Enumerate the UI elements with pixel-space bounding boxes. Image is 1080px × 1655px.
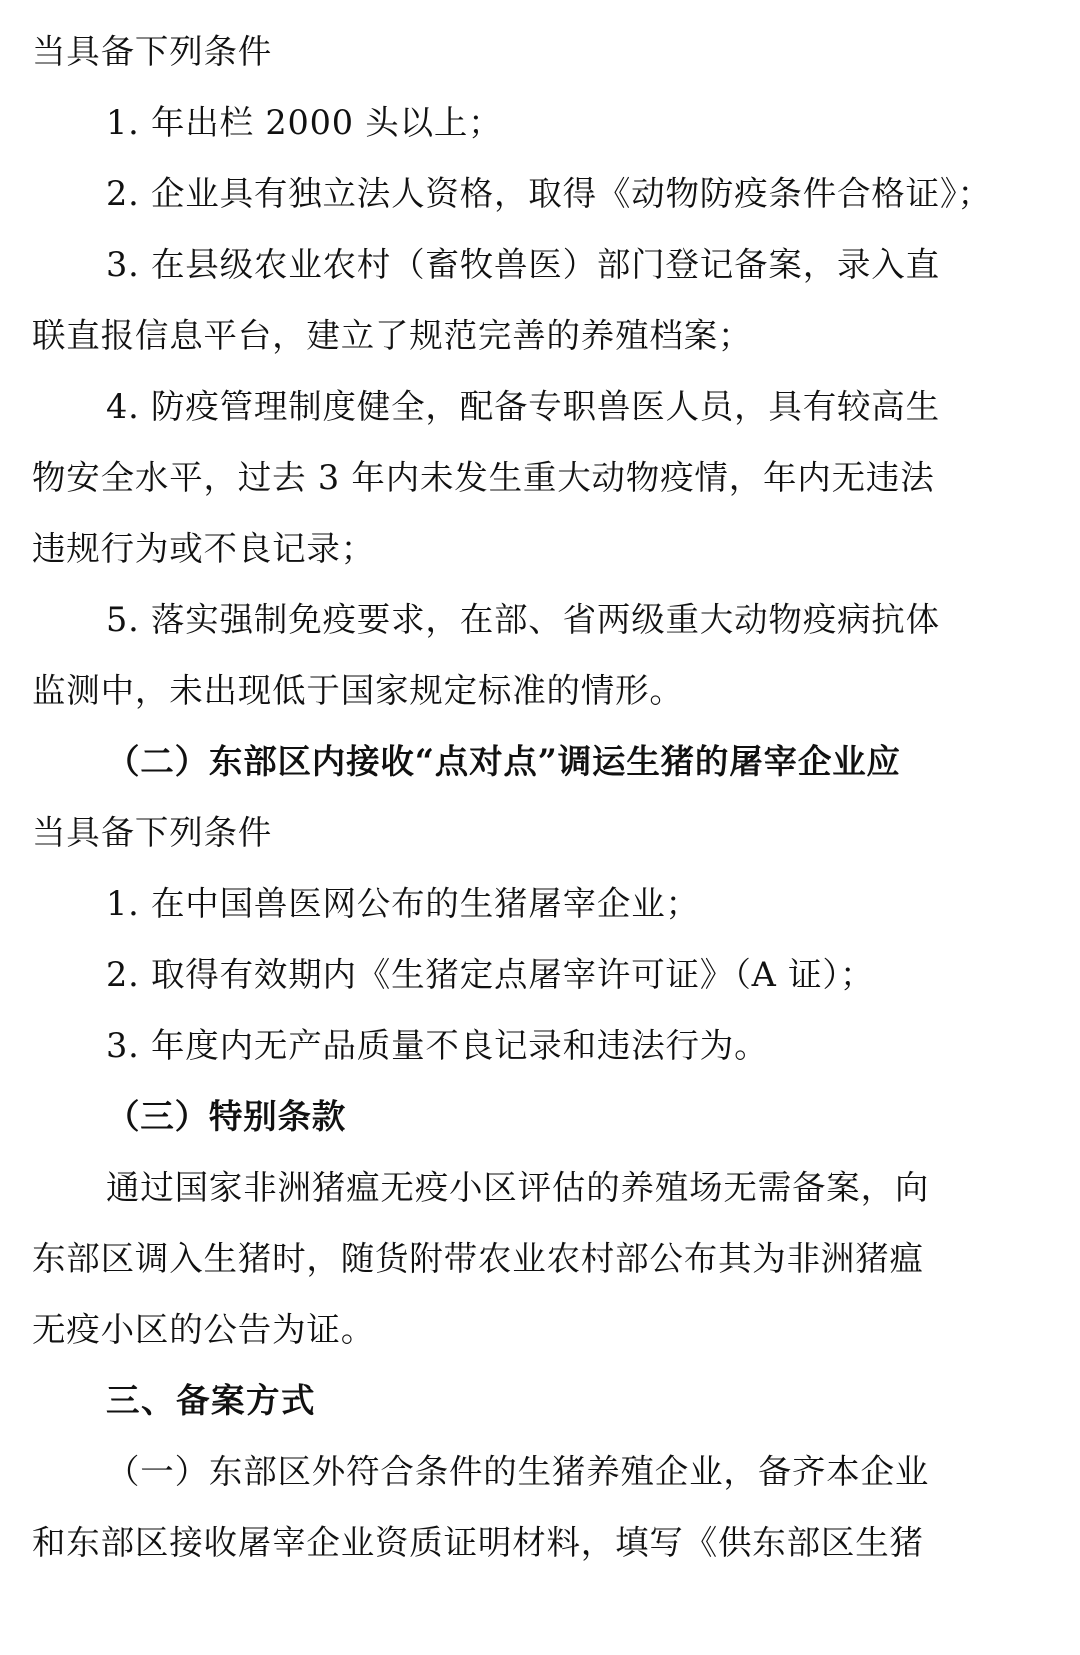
- text-line: 1. 年出栏 2000 头以上；: [106, 103, 503, 142]
- text-line: 当具备下列条件: [32, 32, 273, 71]
- text-line: 东部区调入生猪时，随货附带农业农村部公布其为非洲猪瘟: [32, 1239, 924, 1278]
- text-line: 3. 年度内无产品质量不良记录和违法行为。: [106, 1026, 769, 1065]
- text-line: 通过国家非洲猪瘟无疫小区评估的养殖场无需备案，向: [106, 1168, 930, 1207]
- text-line: 和东部区接收屠宰企业资质证明材料，填写《供东部区生猪: [32, 1523, 924, 1562]
- document-body: [32, 16, 1032, 1578]
- text-line: 3. 在县级农业农村（畜牧兽医）部门登记备案，录入直: [106, 245, 940, 284]
- text-line: 1. 在中国兽医网公布的生猪屠宰企业；: [106, 884, 700, 923]
- text-line: 当具备下列条件: [32, 813, 273, 852]
- text-line: 监测中，未出现低于国家规定标准的情形。: [32, 671, 684, 710]
- text-line: 联直报信息平台，建立了规范完善的养殖档案；: [32, 316, 753, 355]
- text-line: 违规行为或不良记录；: [32, 529, 375, 568]
- section-heading: 三、备案方式: [106, 1381, 316, 1420]
- section-subheading: （三）特别条款: [106, 1097, 347, 1136]
- text-line: 5. 落实强制免疫要求，在部、省两级重大动物疫病抗体: [106, 600, 940, 639]
- text-line: 无疫小区的公告为证。: [32, 1310, 375, 1349]
- text-line: 4. 防疫管理制度健全，配备专职兽医人员，具有较高生: [106, 387, 940, 426]
- text-line: 2. 企业具有独立法人资格，取得《动物防疫条件合格证》；: [106, 174, 992, 213]
- section-subheading: （二）东部区内接收“点对点”调运生猪的屠宰企业应: [106, 742, 901, 781]
- text-line: 物安全水平，过去 3 年内未发生重大动物疫情，年内无违法: [32, 458, 935, 497]
- text-line: （一）东部区外符合条件的生猪养殖企业，备齐本企业: [106, 1452, 930, 1491]
- text-line: 2. 取得有效期内《生猪定点屠宰许可证》（A 证）；: [106, 955, 875, 994]
